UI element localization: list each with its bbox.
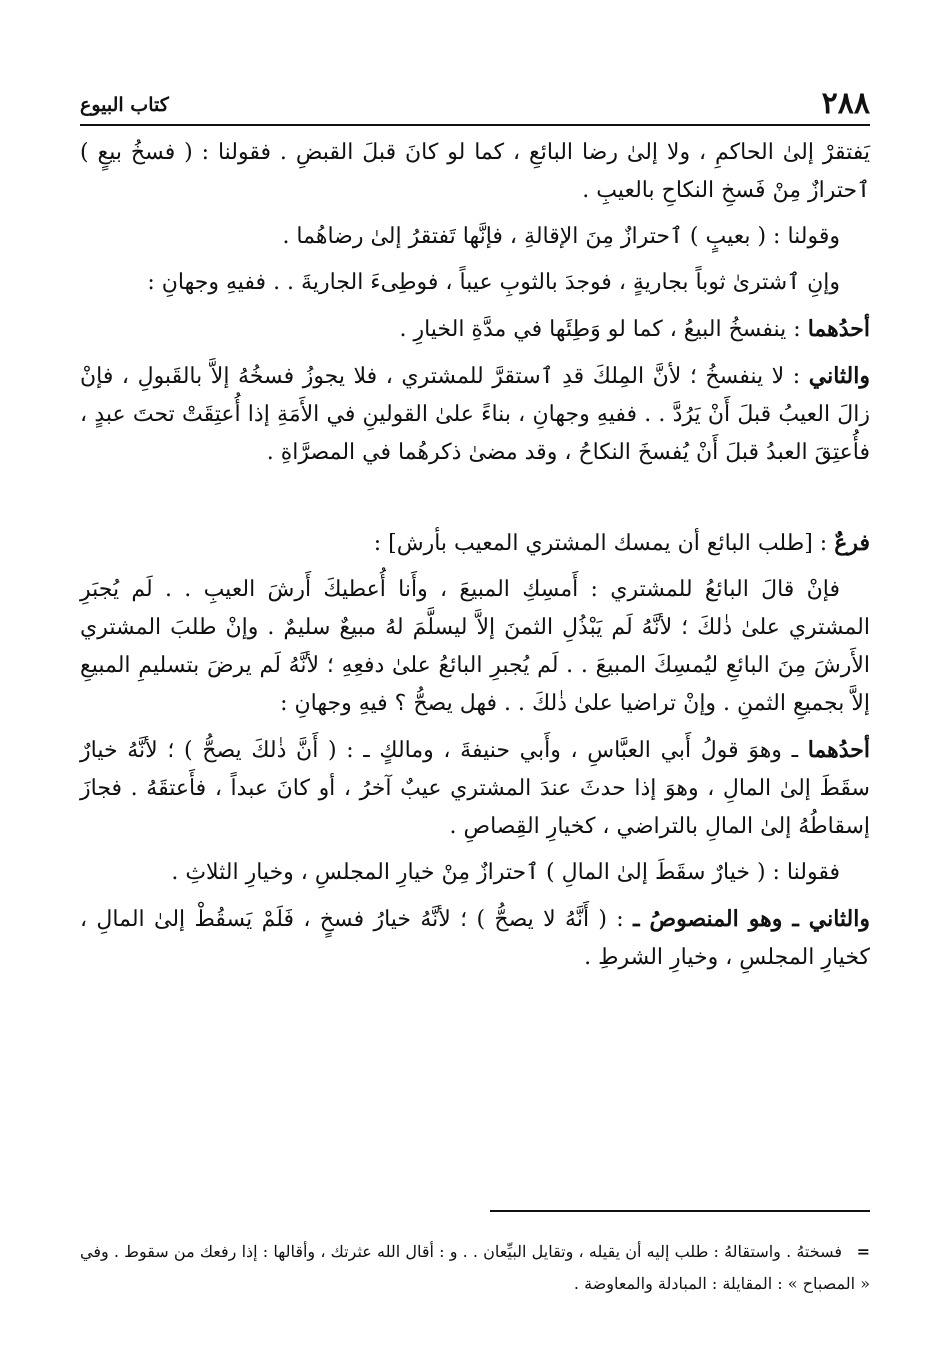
- paragraph-lead: فرعٌ: [834, 530, 870, 556]
- running-title: كتاب البيوع: [80, 94, 169, 116]
- paragraph-text: : لا ينفسخُ ؛ لأنَّ المِلكَ قدِ ٱستقرَّ للمشتري ، فلا يجوزُ فسخُهُ إلاَّ بالقَبولِ ، فإنْ زالَ العيبُ قبلَ أَنْ يَرُدَّ . . ففيهِ وجهانِ ، بناءً علىٰ القولينِ في الأَمَةِ إذا أُعتِقَتْ تحتَ عبدٍ ، فأُعتِقَ العبدُ قبلَ أَنْ يُفسخَ النكاحُ ، وقد مضىٰ ذكرهُما في المصرَّاةِ .: [80, 364, 871, 465]
- paragraph-text: فقولنا : ( خيارٌ سقَطَ إلىٰ المالِ ) ٱحترازٌ مِنْ خيارِ المجلسِ ، وخيارِ الثلاثِ .: [171, 860, 840, 885]
- paragraph-text: وإنِ ٱشترىٰ ثوباً بجاريةٍ ، فوجدَ بالثوبِ عيباً ، فوطِىءَ الجاريةَ . . ففيهِ وجهانِ :: [147, 270, 840, 295]
- page-header: [80, 86, 870, 122]
- paragraph: [80, 731, 870, 846]
- paragraph: [80, 900, 870, 977]
- paragraph-text: يَفتقرْ إلىٰ الحاكمِ ، ولا إلىٰ رضا البائعِ ، كما لو كانَ قبلَ القبضِ . فقولنا : ( فسخُ بيعٍ ) ٱحترازٌ مِنْ فَسخِ النكاحِ بالعيبِ .: [80, 140, 870, 203]
- paragraph-text: : ( أَنَّهُ لا يصحُّ ) ؛ لأنَّهُ خيارُ فسخٍ ، فَلَمْ يَسقُطْ إلىٰ المالِ ، كخيارِ المجلسِ ، وخيارِ الشرطِ .: [80, 907, 870, 970]
- paragraph-text: : ينفسخُ البيعُ ، كما لو وَطِئَها في مدَّةِ الخيارِ .: [399, 317, 808, 342]
- paragraph: [80, 357, 870, 472]
- paragraph-text: وقولنا : ( بعيبٍ ) ٱحترازٌ مِنَ الإقالةِ ، فإنَّها تَفتقرُ إلىٰ رضاهُما .: [282, 224, 840, 249]
- header-divider: [80, 124, 870, 126]
- paragraph: [80, 134, 870, 210]
- paragraph-lead: والثاني ـ وهو المنصوصُ ـ: [633, 906, 871, 932]
- page-number: ٢٨٨: [821, 86, 870, 121]
- paragraph-lead: أحدُهما: [807, 737, 870, 763]
- paragraph: [80, 854, 870, 892]
- main-text: [80, 134, 870, 977]
- footnote-marker: =: [856, 1242, 870, 1261]
- paragraph-text: : [طلب البائع أن يمسك المشتري المعيب بأرش] :: [373, 531, 835, 556]
- paragraph: [80, 571, 870, 723]
- paragraph-text: فإنْ قالَ البائعُ للمشتري : أَمسِكِ المبيعَ ، وأَنا أُعطيكَ أَرشَ العيبِ . . لَم يُجبَرِ المشتري علىٰ ذٰلكَ ؛ لأنَّهُ لَم يَبْذُلِ الثمنَ إلاَّ ليسلَّمَ لهُ مبيعٌ سليمٌ . وإنْ طلبَ المشتري الأَرشَ مِنَ البائعِ ليُمسِكَ المبيعَ . . لَم يُجبرِ البائعُ علىٰ دفعِهِ ؛ لأنَّهُ لَم يرضَ بتسليمِ المبيعِ إلاَّ بجميعِ الثمنِ . وإنْ تراضيا علىٰ ذٰلكَ . . فهل يصحُّ ؟ فيهِ وجهانِ :: [80, 577, 870, 716]
- paragraph-lead: والثاني: [808, 363, 870, 389]
- paragraph: [80, 218, 870, 256]
- section-heading: [80, 524, 870, 563]
- paragraph-text: ـ وهوَ قولُ أَبي العبَّاسِ ، وأَبي حنيفةَ ، ومالكٍ ـ : ( أَنَّ ذٰلكَ يصحُّ ) ؛ لأنَّهُ خيارٌ سقَطَ إلىٰ المالِ ، وهوَ إذا حدثَ عندَ المشتري عيبٌ آخرُ ، أو كانَ عبداً ، فأَعتقَهُ . فجازَ إسقاطُهُ إلىٰ المالِ بالتراضي ، كخيارِ القِصاصِ .: [80, 738, 870, 839]
- paragraph: [80, 264, 870, 302]
- paragraph-lead: أحدُهما: [807, 316, 870, 342]
- footnote-divider: [490, 1210, 870, 1212]
- footnote: [80, 1236, 870, 1300]
- footnotes: [80, 1236, 870, 1300]
- paragraph: [80, 310, 870, 349]
- footnote-text: فسختهُ . واستقالهُ : طلب إليه أن يقيله ، وتقايل البيِّعان . . و : أقال الله عثرتك ، وأقالها : إذا رفعك من سقوط . وفي « المصباح » : المقايلة : المبادلة والمعاوضة .: [80, 1242, 870, 1293]
